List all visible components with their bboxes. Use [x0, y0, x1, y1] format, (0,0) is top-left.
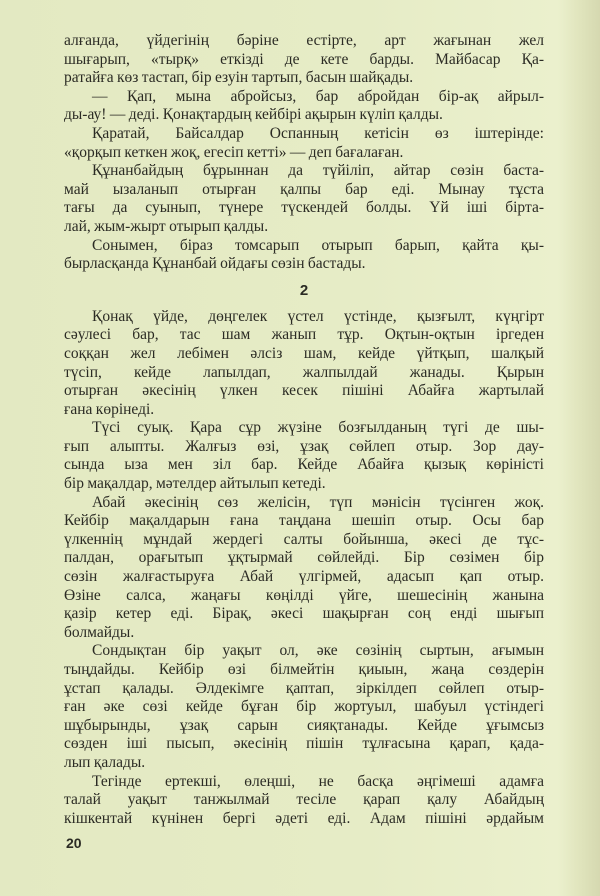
- text-line: Құнанбайдың бұрыннан да түйіліп, айтар сөзін баста-: [92, 162, 544, 180]
- text-line: Қаратай, Байсалдар Оспанның кетісін өз іштерінде:: [92, 124, 544, 142]
- text-line: кішкентай күнінен бергі әдеті еді. Адам пішіні әрдайым: [64, 809, 544, 827]
- text-line: ғып алыпты. Жалғыз өзі, ұзақ сөйлеп отыр. Зор дау-: [64, 437, 544, 455]
- chapter-section: [64, 274, 544, 829]
- text-line: бір мақалдар, мәтелдер айтылып кетеді.: [64, 475, 326, 493]
- text-line: Сондықтан бір уақыт ол, әке сөзінің сыртын, ағымын: [92, 642, 544, 660]
- text-line: сәулесі бар, тас шам жанып тұр. Оқтын-оқтын іргеден: [64, 326, 544, 344]
- text-line: палдан, орағытып ұқтырмай сөйлейді. Бір сөзімен бір: [64, 549, 544, 567]
- text-line: болмайды.: [64, 623, 135, 641]
- text-line: — Қап, мына абройсыз, бар абройдан бір-ақ айрыл-: [92, 87, 544, 105]
- text-line: алғанда, үйдегінің бәрінe естірте, арт жағынан жел: [64, 32, 544, 49]
- text-line: сөзін жалғастыруға Абай үлгірмей, адасып қап отыр.: [64, 568, 544, 586]
- text-line: Қонақ үйде, дөңгелек үстел үстінде, қызғылт, күңгірт: [92, 307, 544, 325]
- text-line: ған әке сөзі кейде бұған бір жортуыл, шабуыл үстіндегі: [64, 698, 544, 716]
- paragraph: [64, 419, 544, 493]
- text-line: сөзден іші пысып, әкесінің пішін тұлғасына қарап, қада-: [64, 735, 544, 753]
- chapter-number-heading: 2: [299, 281, 309, 299]
- paragraph: [64, 125, 544, 162]
- text-line: бырласқанда Құнанбай ойдағы сөзін бастады.: [64, 255, 366, 273]
- text-line: ұстап қалады. Әлдекімге қаптап, зіркілдеп сөйлеп отыр-: [64, 679, 544, 697]
- text-line: соққан жел лебімен әлсіз шам, кейде үйтқып, шалқый: [64, 344, 544, 362]
- text-line: Түсі суық. Қара сұр жүзіне бозғылданың түгі де шы-: [92, 419, 544, 437]
- paragraph: [64, 308, 544, 420]
- page-number: 20: [66, 835, 82, 851]
- paragraph: [64, 237, 544, 274]
- text-line: Абай әкесінің сөз желісін, түп мәнісін түсінген жоқ.: [92, 493, 544, 511]
- text-line: «қорқып кеткен жоқ, егесіп кетті» — деп бағалаған.: [64, 143, 404, 161]
- text-line: тағы да суынып, түнере түскендей болды. Үй іші бірта-: [64, 199, 544, 217]
- paragraph: [64, 88, 544, 125]
- text-line: Тегінде ертекші, өлеңші, не басқа әңгімеші адамға: [92, 772, 544, 790]
- text-line: ғана көрінеді.: [64, 400, 155, 418]
- paragraph: [64, 642, 544, 772]
- paragraph: [64, 32, 544, 88]
- text-line: ды-ау! — деді. Қонақтардың кейбірі ақырын күліп қалды.: [64, 106, 443, 124]
- text-line: қазір кетер еді. Бірақ, әкесі шақырған соң енді шығып: [64, 605, 544, 623]
- page-text: [64, 32, 544, 828]
- chapter-section: [64, 32, 544, 274]
- text-line: Өзіне салса, жаңағы көңілді үйге, шешесінің жанына: [64, 586, 544, 604]
- text-line: сында ыза мен зіл бар. Кейде Абайға қызық көріністі: [64, 456, 544, 474]
- text-line: лай, жым-жырт отырып қалды.: [64, 217, 269, 235]
- text-line: ратайға көз тастап, бір езуін тартып, басын шайқады.: [64, 69, 414, 87]
- text-line: лып қалады.: [64, 753, 146, 771]
- text-line: үлкеннің мұндай жердегі салты бойынша, әкесі де тұс-: [64, 530, 544, 548]
- text-line: талай уақыт танжылмай тесіле қарап қалу Абайдың: [64, 791, 544, 809]
- text-line: Кейбір мақалдарын ғана таңдана шешіп отыр. Осы бар: [64, 512, 544, 530]
- text-line: шұбырынды, ұзақ сарын сияқтанады. Кейде ұғымсыз: [64, 716, 544, 734]
- text-line: отырған әкесінің үлкен кесек пішіні Абайға жартылай: [64, 382, 544, 400]
- text-line: түсіп, кейде лапылдап, жалпылдай жанады. Қырын: [64, 363, 544, 381]
- text-line: Сонымен, біраз томсарып отырып барып, қайта қы-: [92, 236, 544, 254]
- text-line: шығарып, «тырқ» еткізді де кете барды. Майбасар Қа-: [64, 50, 544, 68]
- paragraph: [64, 494, 544, 643]
- paragraph: [64, 773, 544, 829]
- paragraph: [64, 162, 544, 236]
- text-line: май ызаланып отырған қалпы бар еді. Мынау тұста: [64, 180, 544, 198]
- text-line: тыңдайды. Кейбір өзі білмейтін қиыын, жаңа сөздерін: [64, 661, 544, 678]
